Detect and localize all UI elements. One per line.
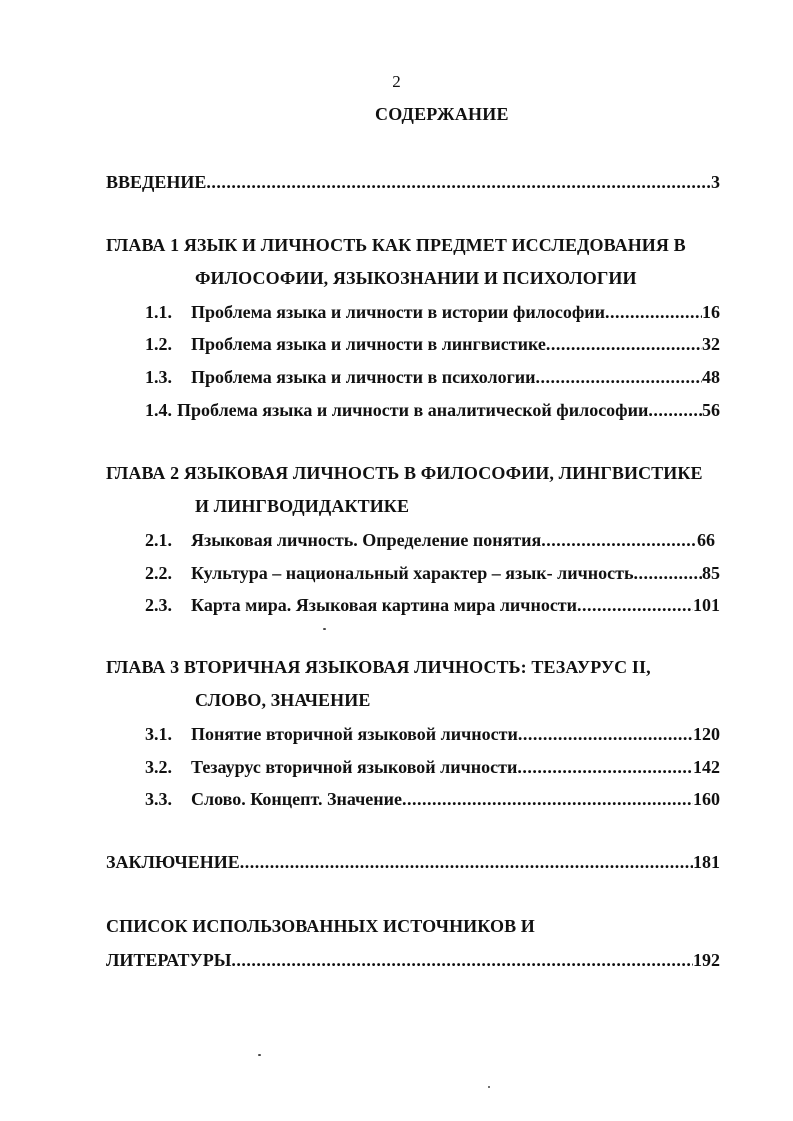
section-title: Слово. Концепт. Значение: [191, 789, 403, 809]
dot-leader: [402, 789, 693, 810]
section-page: 66: [697, 530, 715, 550]
chapter-3-heading-line1: ГЛАВА 3 ВТОРИЧНАЯ ЯЗЫКОВАЯ ЛИЧНОСТЬ: ТЕЗАУРУС II,: [106, 657, 651, 677]
toc-entry-title: ЛИТЕРАТУРЫ: [106, 950, 232, 970]
section-number: 3.2.: [145, 757, 172, 777]
toc-entry-conclusion: [106, 852, 720, 873]
scan-speck: [258, 1054, 261, 1056]
dot-leader: [536, 367, 702, 388]
toc-entry-2-2: [145, 563, 720, 584]
scan-speck: [488, 1086, 490, 1088]
toc-entry-1-2: [145, 334, 720, 355]
section-number: 1.3.: [145, 367, 172, 387]
toc-entry-2-1: [145, 530, 715, 551]
toc-entry-introduction: [106, 172, 720, 193]
dot-leader: [541, 530, 697, 551]
section-title: Проблема языка и личности в истории философии: [191, 302, 606, 322]
toc-entry-page: 192: [693, 950, 720, 970]
section-page: 48: [702, 367, 720, 387]
section-number: 2.1.: [145, 530, 172, 550]
toc-entry-title: ЗАКЛЮЧЕНИЕ: [106, 852, 240, 872]
toc-entry-page: 3: [711, 172, 720, 192]
section-title: Проблема языка и личности в лингвистике: [191, 334, 546, 354]
toc-entry-page: 181: [693, 852, 720, 872]
section-title: Проблема языка и личности в психологии: [191, 367, 536, 387]
dot-leader: [605, 302, 702, 323]
section-page: 160: [693, 789, 720, 809]
section-page: 142: [693, 757, 720, 777]
section-title: Карта мира. Языковая картина мира личности: [191, 595, 578, 615]
toc-entry-3-3: [145, 789, 720, 810]
section-number: 2.3.: [145, 595, 172, 615]
toc-entry-bibliography: [106, 950, 720, 971]
toc-entry-1-4: [145, 400, 720, 421]
dot-leader: [633, 563, 702, 584]
section-title: Понятие вторичной языковой личности: [191, 724, 518, 744]
section-page: 101: [693, 595, 720, 615]
chapter-3-heading-line2: СЛОВО, ЗНАЧЕНИЕ: [195, 690, 371, 710]
toc-entry-3-1: [145, 724, 720, 745]
toc-entry-2-3: [145, 595, 720, 616]
section-number: 1.2.: [145, 334, 172, 354]
section-page: 32: [702, 334, 720, 354]
toc-entry-1-1: [145, 302, 720, 323]
toc-entry-3-2: [145, 757, 720, 778]
dot-leader: [240, 852, 693, 873]
toc-entry-1-3: [145, 367, 720, 388]
dot-leader: [518, 724, 693, 745]
section-page: 56: [702, 400, 720, 420]
section-title: Тезаурус вторичной языковой личности: [191, 757, 518, 777]
dot-leader: [546, 334, 702, 355]
chapter-2-heading-line1: ГЛАВА 2 ЯЗЫКОВАЯ ЛИЧНОСТЬ В ФИЛОСОФИИ, ЛИНГВИСТИКЕ: [106, 463, 703, 483]
dot-leader: [206, 172, 711, 193]
section-page: 85: [702, 563, 720, 583]
section-number: 3.3.: [145, 789, 172, 809]
section-number: 1.4.: [145, 400, 172, 420]
chapter-1-heading-line2: ФИЛОСОФИИ, ЯЗЫКОЗНАНИИ И ПСИХОЛОГИИ: [195, 268, 637, 288]
section-title: Языковая личность. Определение понятия: [191, 530, 542, 550]
section-number: 3.1.: [145, 724, 172, 744]
toc-entry-title: ВВЕДЕНИЕ: [106, 172, 207, 192]
chapter-2-heading-line2: И ЛИНГВОДИДАКТИКЕ: [195, 496, 410, 516]
bibliography-title-line1: СПИСОК ИСПОЛЬЗОВАННЫХ ИСТОЧНИКОВ И: [106, 916, 535, 936]
section-page: 16: [702, 302, 720, 322]
section-number: 2.2.: [145, 563, 172, 583]
section-page: 120: [693, 724, 720, 744]
chapter-1-heading-line1: ГЛАВА 1 ЯЗЫК И ЛИЧНОСТЬ КАК ПРЕДМЕТ ИССЛЕДОВАНИЯ В: [106, 235, 686, 255]
dot-leader: [577, 595, 693, 616]
dot-leader: [231, 950, 693, 971]
page-number: 2: [392, 72, 401, 91]
dot-leader: [648, 400, 702, 421]
section-number: 1.1.: [145, 302, 172, 322]
scan-speck: [323, 628, 326, 630]
section-title: Культура – национальный характер – язык- личность: [191, 563, 634, 583]
dot-leader: [517, 757, 693, 778]
toc-title: СОДЕРЖАНИЕ: [375, 104, 509, 124]
section-title: Проблема языка и личности в аналитической философии: [177, 400, 649, 420]
